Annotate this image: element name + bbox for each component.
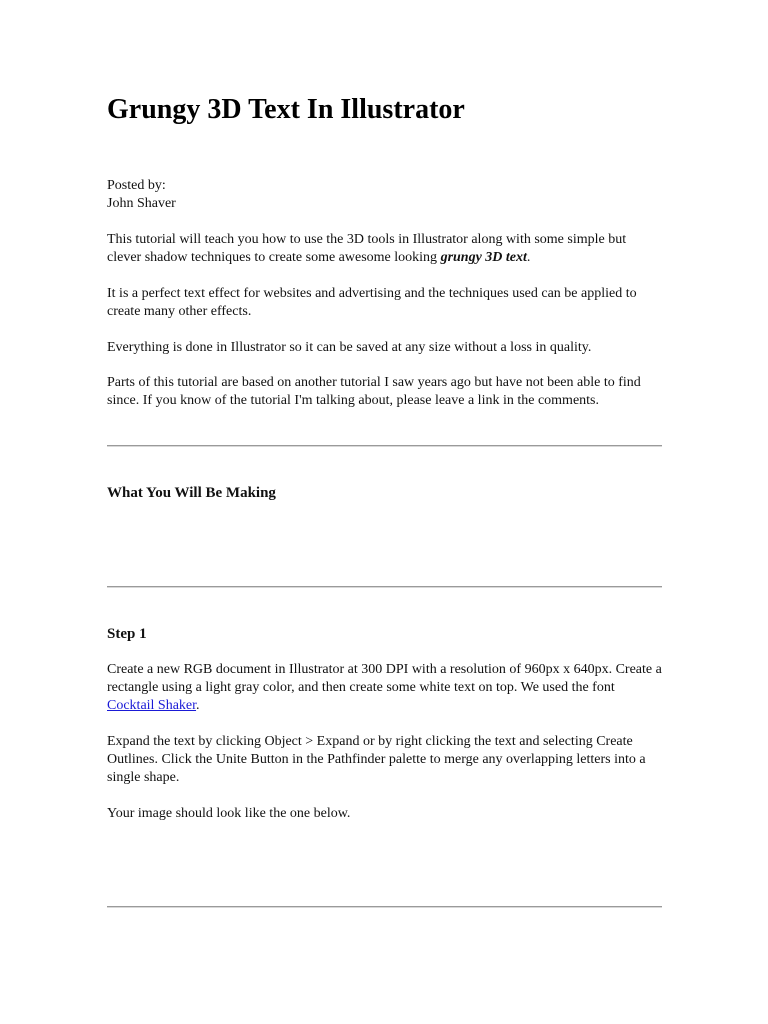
intro-end: . — [526, 250, 531, 265]
section-heading-making: What You Will Be Making — [107, 485, 276, 501]
page-title: Grungy 3D Text In Illustrator — [107, 94, 465, 125]
step-1-paragraph-3: Your image should look like the one below. — [107, 806, 351, 821]
step-1-paragraph-2: Expand the text by clicking Object > Expand or by right clicking the text and selecting Create Outlines. Click the Unite Button in the Pathfinder palette to merge any overlapping letters into a single shape. — [107, 734, 646, 785]
byline — [107, 177, 663, 213]
intro-text: This tutorial will teach you how to use the 3D tools in Illustrator along with some simple but clever shadow techniques to create some awesome looking — [107, 232, 627, 265]
posted-by-label: Posted by: — [107, 178, 166, 193]
step-1-text: Create a new RGB document in Illustrator at 300 DPI with a resolution of 960px x 640px. Create a rectangle using a light gray color, and then create some white text on top. We used the font — [107, 662, 662, 695]
intro-paragraph-4: Parts of this tutorial are based on another tutorial I saw years ago but have not been able to find since. If you know of the tutorial I'm talking about, please leave a link in the comments. — [107, 375, 641, 408]
author-name: John Shaver — [107, 196, 176, 211]
step-1-paragraph-1 — [107, 661, 663, 715]
intro-paragraph-2: It is a perfect text effect for websites and advertising and the techniques used can be applied to create many other effects. — [107, 286, 637, 319]
step-1-heading: Step 1 — [107, 626, 147, 642]
cocktail-shaker-link[interactable]: Cocktail Shaker — [107, 698, 197, 713]
divider — [107, 906, 662, 908]
divider — [107, 586, 662, 588]
intro-paragraph-3: Everything is done in Illustrator so it can be saved at any size without a loss in quality. — [107, 340, 592, 355]
step-1-end: . — [196, 698, 200, 713]
intro-emphasis: grungy 3D text — [440, 250, 527, 265]
divider — [107, 445, 662, 447]
intro-paragraph-1 — [107, 231, 663, 267]
